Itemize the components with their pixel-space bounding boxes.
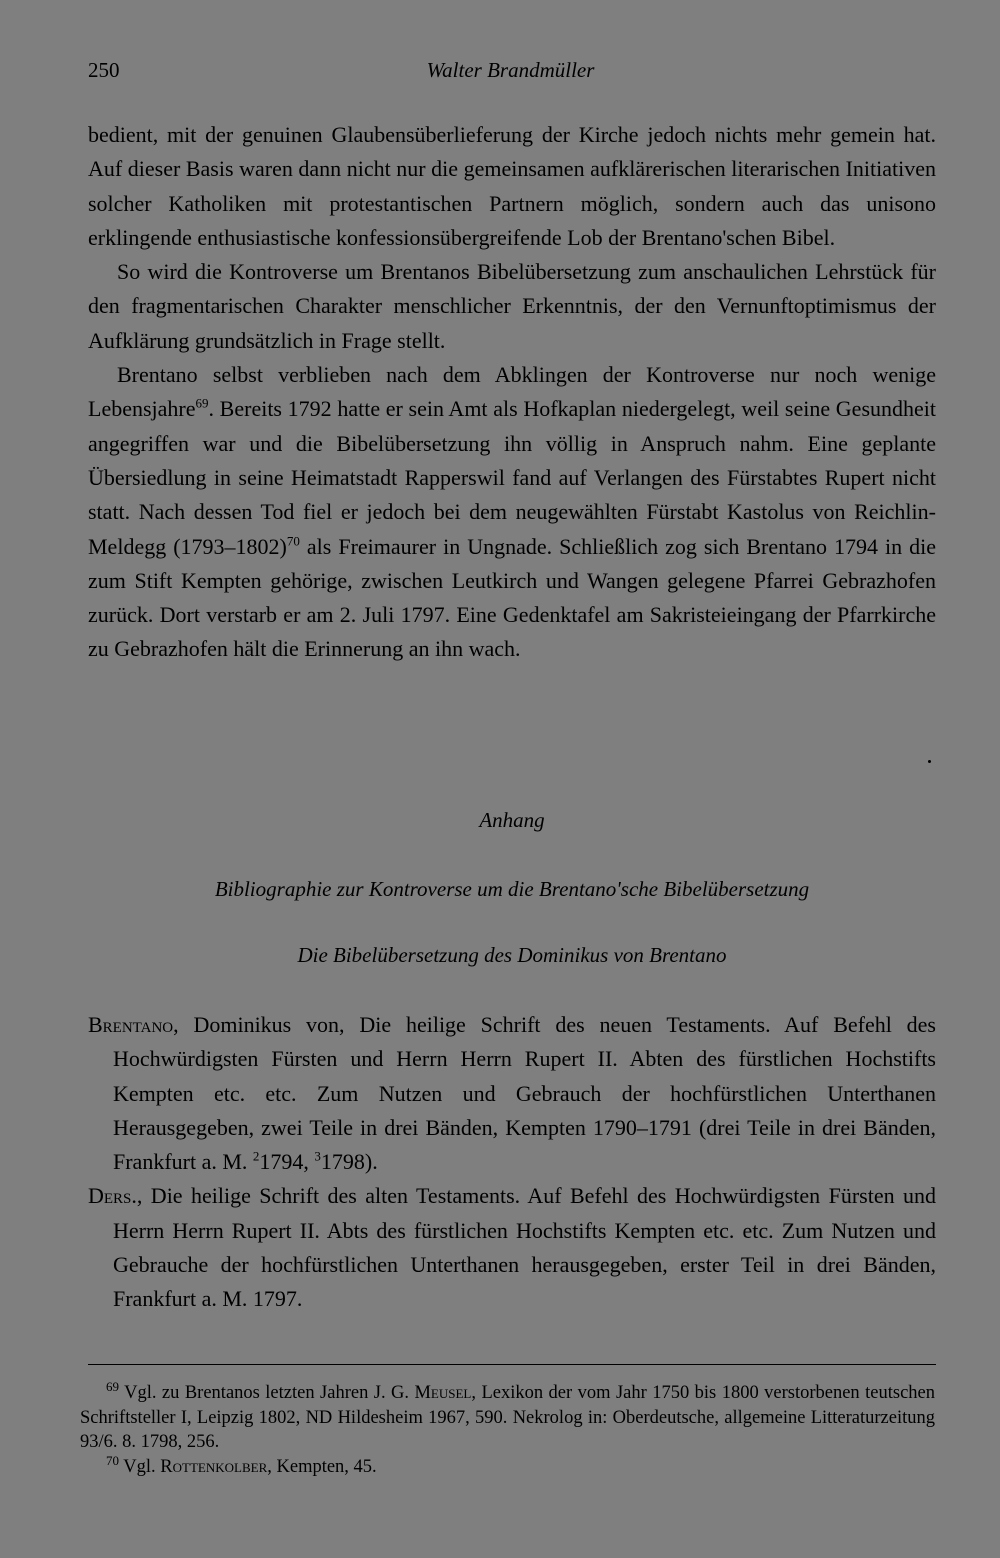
- footnote-number: 70: [106, 1452, 119, 1468]
- footnote-text: Vgl. zu Brentanos letzten Jahren J. G.: [119, 1383, 415, 1403]
- footnote-70: [80, 1452, 935, 1480]
- bibliography-entry: [88, 1008, 936, 1179]
- bib-text: 1798).: [320, 1149, 378, 1175]
- paragraph-2: So wird die Kontroverse um Brentanos Bibelübersetzung zum anschaulichen Lehrstück für den fragmentarischen Charakter menschlicher Erkenntnis, der den Vernunftoptimismus der Aufklärung grundsätzlich in Frage stellt.: [88, 259, 936, 353]
- bib-text: , Die heilige Schrift des alten Testaments. Auf Befehl des Hochwürdigsten Fürsten und Herrn Herrn Rupert II. Abts des fürstlichen Hochstifts Kempten etc. etc. Zum Nutzen und Gebrauche der hochfürstlichen Unterthanen herausgegeben, erster Teil in drei Bänden, Frankfurt a. M. 1797.: [113, 1183, 936, 1312]
- bib-text: , Dominikus von, Die heilige Schrift des neuen Testaments. Auf Befehl des Hochwürdigsten Fürsten und Herrn Herrn Rupert II. Abten des fürstlichen Hochstifts Kempten etc. etc. Zum Nutzen und Gebrauch der hochfürstlichen Unterthanen Herausgegeben, zwei Teile in drei Bänden, Kempten 1790–1791 (drei Teile in drei Bänden, Frankfurt a. M.: [113, 1012, 936, 1175]
- footnote-author: Meusel: [414, 1383, 472, 1403]
- footnote-author: Rottenkolber: [160, 1456, 268, 1477]
- paragraph-3-text: Brentano selbst verblieben nach dem Abklingen der Kontroverse nur noch wenige Lebensjahre: [88, 362, 936, 422]
- footnotes: [80, 1378, 935, 1479]
- section-heading: Die Bibelübersetzung des Dominikus von Brentano: [297, 943, 727, 967]
- paragraph-3: [88, 358, 936, 667]
- footnote-text: , Kempten, 45.: [267, 1456, 377, 1477]
- paragraph-3-text: . Bereits 1792 hatte er sein Amt als Hofkaplan niedergelegt, weil seine Gesundheit angegriffen war und die Bibelübersetzung ihn völlig in Anspruch nahm. Eine geplante Übersiedlung in seine Heimatstadt Rapperswil fand auf Verlangen des Fürstabtes Rupert nicht statt. Nach dessen Tod fiel er jedoch bei dem neugewählten Fürstabt Kastolus von Reichlin-Meldegg (1793–1802): [88, 396, 936, 559]
- footnote-text: Vgl.: [119, 1456, 161, 1477]
- page-header: [88, 58, 933, 88]
- running-head: Walter Brandmüller: [426, 58, 595, 82]
- footnote-rule: [88, 1364, 936, 1365]
- paragraph-1: bedient, mit der genuinen Glaubensüberlieferung der Kirche jedoch nichts mehr gemein hat. Auf dieser Basis waren dann nicht nur die gemeinsamen aufklärerischen literarischen Initiativen solcher Katholiken mit protestantischen Partnern möglich, sondern auch das unisono erklingende enthusiastische konfessionsübergreifende Lob der Brentano'schen Bibel.: [88, 122, 936, 250]
- body-text: [88, 118, 936, 667]
- footnote-ref-70[interactable]: 70: [286, 533, 300, 549]
- footnote-69: [80, 1378, 935, 1455]
- bibliography-list: [88, 1008, 936, 1317]
- edition-superscript: 3: [314, 1148, 321, 1164]
- footnote-ref-69[interactable]: 69: [195, 396, 209, 412]
- bib-author: Ders.: [88, 1183, 137, 1209]
- appendix-heading: Anhang: [479, 808, 545, 832]
- bibliography-heading: Bibliographie zur Kontroverse um die Brentano'sche Bibelübersetzung: [214, 877, 810, 901]
- paragraph-3-text: als Freimaurer in Ungnade. Schließlich zog sich Brentano 1794 in die zum Stift Kempten gehörige, zwischen Leutkirch und Wangen gelegene Pfarrei Gebrazhofen zurück. Dort verstarb er am 2. Juli 1797. Eine Gedenktafel am Sakristeieingang der Pfarrkirche zu Gebrazhofen hält die Erinnerung an ihn wach.: [88, 533, 937, 662]
- footnote-number: 69: [106, 1378, 119, 1394]
- bibliography-entry: [88, 1179, 936, 1316]
- bib-author: Brentano: [88, 1012, 174, 1037]
- page-number: 250: [88, 58, 120, 82]
- footnote-text: , Lexikon der vom Jahr 1750 bis 1800 verstorbenen teutschen Schriftsteller I, Leipzig 1802, ND Hildesheim 1967, 590. Nekrolog in: Oberdeutsche, allgemeine Litteraturzeitung 93/6. 8. 1798, 256.: [80, 1383, 935, 1452]
- stray-mark: [928, 760, 931, 763]
- edition-superscript: 2: [252, 1148, 260, 1164]
- bib-text: 1794,: [259, 1149, 315, 1175]
